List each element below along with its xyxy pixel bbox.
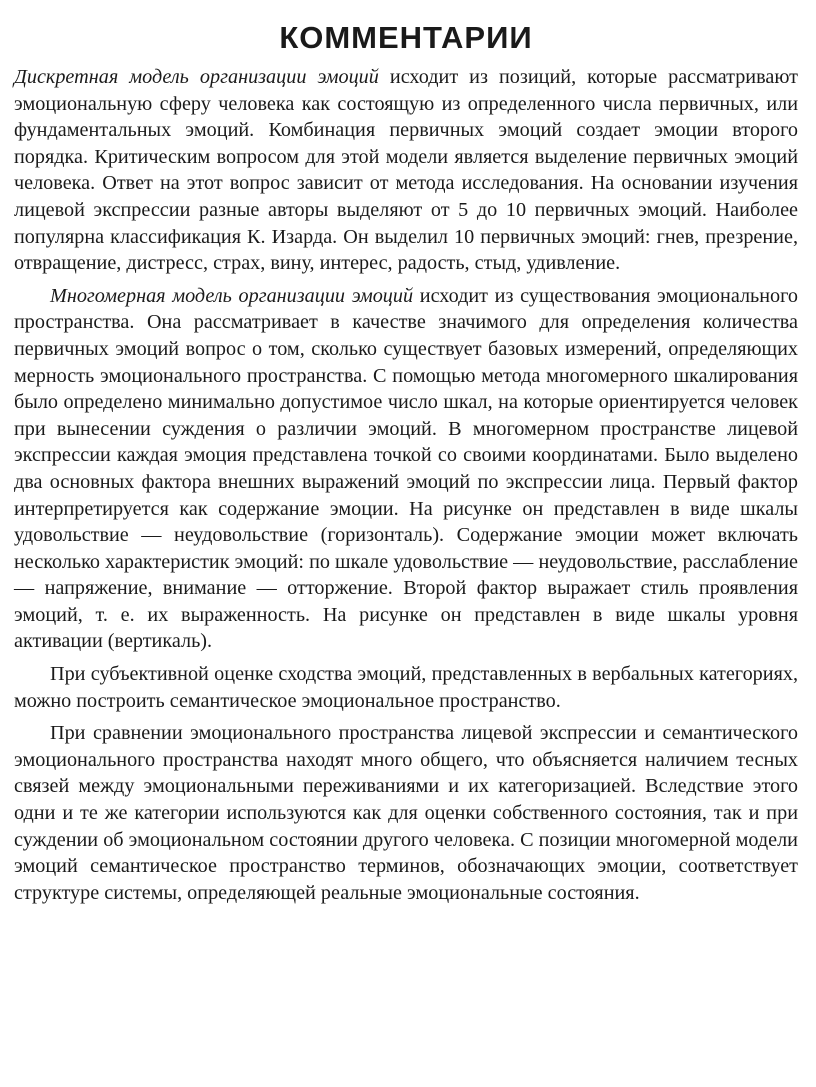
paragraph-lead-term: Дискретная модель организации эмоций: [14, 66, 379, 88]
paragraph-discrete-model: [14, 64, 798, 277]
paragraph-multidimensional-model: [14, 283, 798, 655]
paragraph-comparison: [14, 720, 798, 906]
page-title: КОММЕНТАРИИ: [279, 20, 533, 55]
paragraph-semantic-space: [14, 661, 798, 714]
paragraph-lead-term: Многомерная модель организации эмоций: [50, 284, 414, 307]
document-page: [14, 20, 798, 906]
paragraph-text: При сравнении эмоционального пространства лицевой экспрессии и семантического эмоционального пространства находят много общего, что объясняется наличием тесных связей между эмоциональными переживаниями и их категоризацией. Вследствие этого одни и те же категории используются как для оценки собственного состояния, так и при суждении об эмоциональном состоянии другого человека. С позиции многомерной модели эмоций семантическое пространство терминов, обозначающих эмоции, соответствует структуре системы, определяющей реальные эмоциональные состояния.: [14, 722, 798, 904]
paragraph-text: При субъективной оценке сходства эмоций, представленных в вербальных категориях, можно построить семантическое эмоциональное пространство.: [14, 663, 798, 712]
paragraph-text: исходит из позиций, которые рассматривают эмоциональную сферу человека как состоящую из определенного числа первичных, или фундаментальных эмоций. Комбинация первичных эмоций создает эмоции второго порядка. Критическим вопросом для этой модели является выделение первичных эмоций человека. Ответ на этот вопрос зависит от метода исследования. На основании изучения лицевой экспрессии разные авторы выделяют от 5 до 10 первичных эмоций. Наиболее популярна классификация К. Изарда. Он выделил 10 первичных эмоций: гнев, презрение, отвращение, дистресс, страх, вину, интерес, радость, стыд, удивление.: [14, 66, 798, 275]
paragraph-text: исходит из существования эмоционального пространства. Она рассматривает в качестве значимого для определения количества первичных эмоций вопрос о том, сколько существует базовых измерений, определяющих мерность эмоционального пространства. С помощью метода многомерного шкалирования было определено минимально допустимое число шкал, на которые ориентируется человек при вынесении суждения о различии эмоций. В многомерном пространстве лицевой экспрессии каждая эмоция представлена точкой со своими координатами. Было выделено два основных фактора внешних выражений эмоций по экспрессии лица. Первый фактор интерпретируется как содержание эмоции. На рисунке он представлен в виде шкалы удовольствие — неудовольствие (горизонталь). Содержание эмоции может включать несколько характеристик эмоций: по шкале удовольствие — неудовольствие, расслабление — напряжение, внимание — отторжение. Второй фактор выражает стиль проявления эмоций, т. е. их выраженность. На рисунке он представлен в виде шкалы уровня активации (вертикаль).: [14, 284, 799, 653]
